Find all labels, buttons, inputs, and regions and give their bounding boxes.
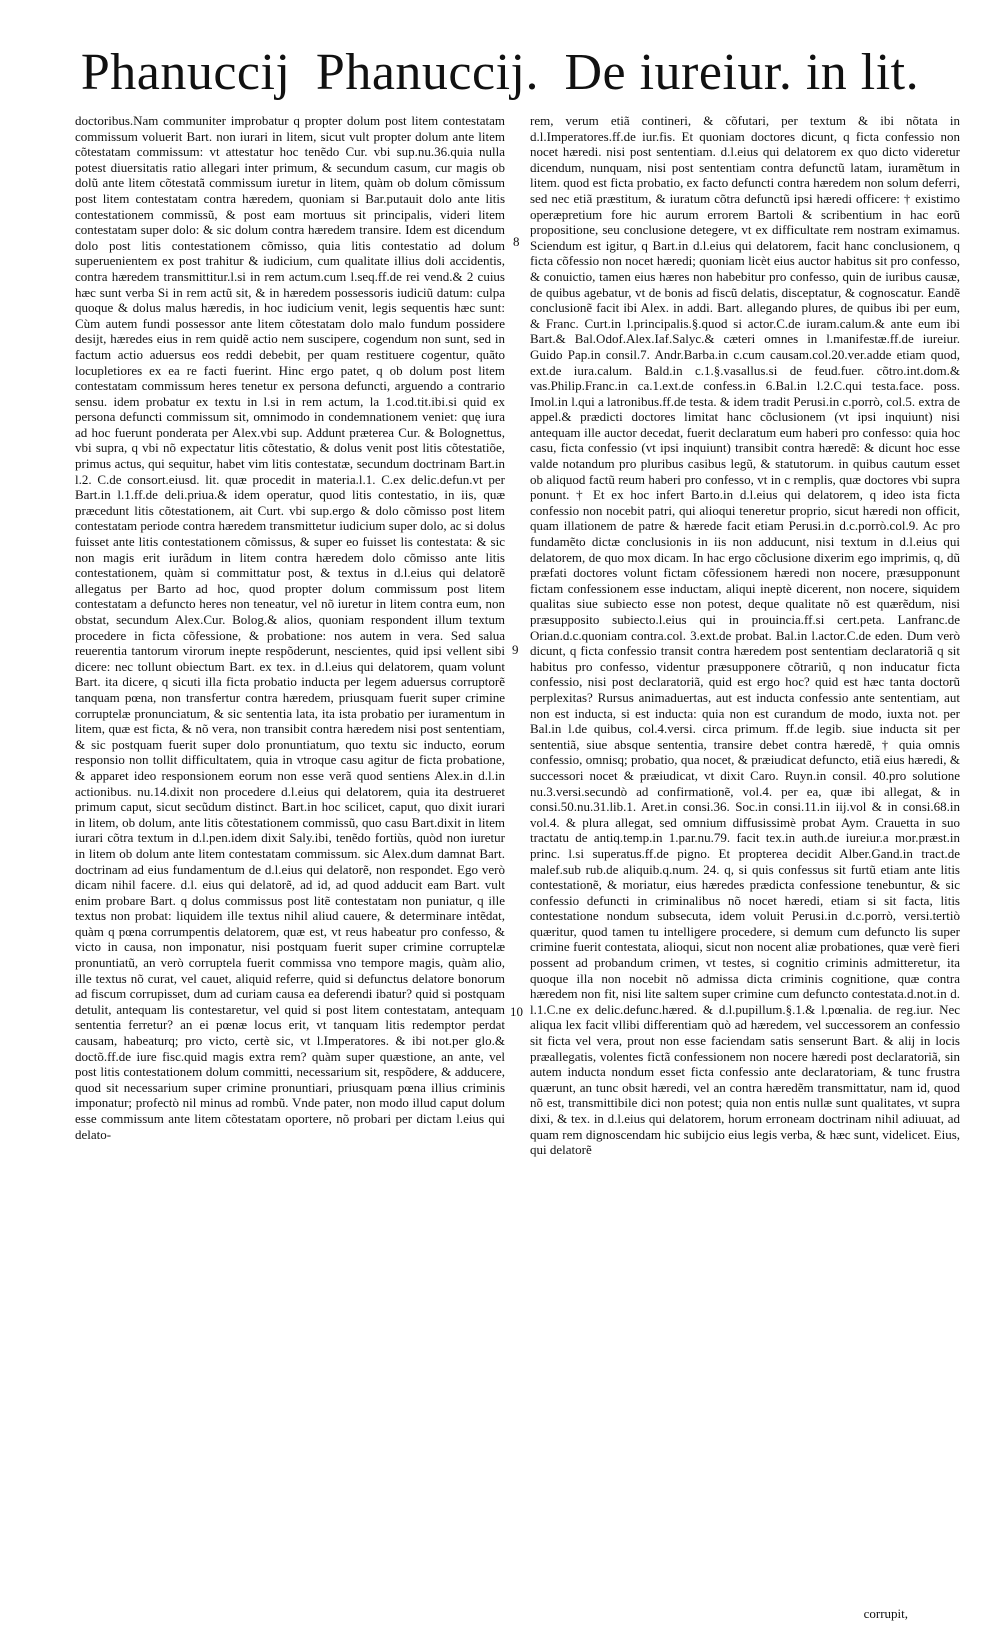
- left-column-text: doctoribus.Nam communiter improbatur q propter dolum post litem contestatam commissum voluerit Bart. non iurari in litem, sicut vult propter dolum ante litem cõtestatam commissum: vt attestatur hoc tenẽdo Cur. vbi sup.nu.36.quia nulla potest diuersitatis ratio allegari inter primum, & secundum casum, cur magis ob dolũ ante litem cõtestatã commissum iuretur in litem, quàm ob dolum cõmissum post litem contestatam contra hæredem, quoniam si Bar.putauit dolo ante litis contestationem commissũ, & post eam mortuus sit principalis, videri litem contestatam super dolo: & sic dolum contra hæredem transire. Idem est dicendum dolo post litis contestationem cõmisso, quia litis contestatio ad dolum superuenientem ex post trahitur & iudicium, cum qualitate illius doli accidentis, contra hæredem transmittitur.l.si in rem actum.cum l.seq.ff.de rei vend.& 2 cuius hæc sunt verba Si in rem actũ sit, & in hæredem possessoris iudiciũ datum: culpa quoque & dolus malus hæredis, in hoc iudicium venit, legis sequentis hæc sunt: Cùm autem fundi possessor ante litem cõtestatam dolo malo fundum possidere desijt, hæredes eius in rem quidẽ actio nem suscipere, cogendum non sunt, sed in factum actio aduersus eos reddi debebit, per quam restituere cogentur, quãto locupletiores ex ea re facti fuerint. Hinc ergo patet, q ob dolum post litem contestatam commissum heres tenetur ex persona defuncti, arguendo a contrario sensu. idem probatur ex textu in l.si in rem actum, la 1.cod.tit.ibi.si quid ex persona defuncti commissum sit, omnimodo in condemnationem veniet: quę iura ad hoc fuerunt ponderata per Alex.vbi sup. Addunt præterea Cur. & Bolognettus, vbi supra, q vbi nõ expectatur litis cõtestatio, & dolus venit post litis cõtestatiõe, primus actus, qui sequitur, habet vim litis contestatæ, secundum doctrinam Bart.in l.2. C.de consort.eiusd. lit. quæ procedit in materia.l.1. C.ex delic.defun.vt per Bart.in l.1.ff.de deli.priua.& idem operatur, quod litis contestatio, in iis, quæ præcedunt litis cõtestationem, ait Curt. vbi sup.ergo & dolo cõmisso post litem contestatam periode contra hæredem transmittetur iudicium super dolo, ac si dolus fuisset ante litis contestationem cõmissus, & super eo fuisset lis contestata: & sic non magis erit iurãdum in litem contra hæredem dolo cõmisso ante litis contestationem, quàm si committatur post, & textus in d.l.eius qui delatorẽ allegatus per Barto ad hoc, quod propter dolum commissum post litem contestatam a defuncto heres non teneatur, vel nõ iuretur in litem contra eum, non obstat, secundum Alex.Cur. Bolog.& alios, quoniam respondent illum textum procedere in ficta cõfessione, & probatione: nos autem in vera. Sed salua reuerentia tantorum virorum inepte respõderunt, nescientes, quid ipsi vellent sibi dicere: nec tollunt obiectum Bart. ex tex. in d.l.eius qui delatorem, quam volunt Bart. ita dicere, q sicuti illa ficta probatio inducta per legem aduersus corruptorẽ tanquam pœna, non transfertur contra hæredem, priusquam fuerit super crimine corruptelæ pronunciatum, & sic sententia lata, ita ista probatio per iuramentum in litem, quæ est ficta, & nõ vera, non transibit contra hæredem nisi post sententiam, & sic postquam fuerit super dolo pronuntiatum, quo textu sic inducto, eorum responsio non tollit difficultatem, quia in vtroque casu agitur de ficta probatione, & apparet ideo responsionem eorum non esse verã quod sentiens Alex.in d.l.in actionibus. nu.14.dixit non procedere d.l.eius qui delatorem, quia ita destrueret primum caput, sicut secũdum distinct. Bart.in hoc scilicet, caput, quo dixit iurari in litem, ob dolum, ante litis cõtestationem commissũ, quo casu Bart.dixit in litem iurari cõtra textum in d.l.pen.idem dixit Saly.ibi, tenẽdo fortiùs, quòd non iuretur in litem ob dolum ante litem contestatam commissum. sic Alex.dum damnat Bart. doctrinam ad eius fundamentum de d.l.eius qui delatorẽ, non respondet. Ego verò dicam nihil facere. d.l. eius qui delatorẽ, ad id, ad quod adducit eam Bart. vult enim probare Bart. q dolus commissus post litẽ contestatam non puniatur, q ille textus non probat: liquidem ille textus nihil aliud cauere, & determinare intẽdat, quàm q pœna corrumpentis delatorem, quæ est, vt reus habeatur pro confesso, & victo in causa, non imponatur, nisi postquam fuerit super crimine corruptelæ pronuntiatũ, an verò corruptela fuerit commissa vno tempore magis, quàm alio, ille textus nõ curat, vel cauet, aliquid referre, quid si defunctus delatore bonorum ad fiscum corrupisset, dum ad curiam causa ea deferendi ibatur? quid si postquam detulit, antequam lis contestaretur, vel quid si post litem contestatam, antequam sententia ferretur? an ei pœnæ locus erit, vt tanquam litis redemptor perdat causam, habeaturq; pro victo, certè sic, vt l.Imperatores. & ibi not.per glo.& doctõ.ff.de iure fisc.quid magis extra rem? quàm super quæstione, an ante, vel post litis contestationem dolum committi, necessarium sit, respõdere, & adducere, quod sit necessarium super crimine pronuntiari, priusquam pœna illius criminis imponatur; profectò nil minus ad rombũ. Vnde pater, non modo illud caput dolum esse commissum ante litem cõtestatam oportere, nõ probari per dictam l.eius qui delato-: [75, 113, 505, 1142]
- margin-number-8: 8: [513, 234, 520, 249]
- catchword: corrupit,: [863, 1606, 908, 1621]
- margin-number-9: 9: [512, 642, 519, 657]
- running-title-1: Phanuccij: [80, 44, 291, 101]
- running-title-3: De iureiur. in lit.: [564, 44, 920, 101]
- running-title-2: Phanuccij.: [315, 44, 539, 101]
- margin-number-10: 10: [510, 1004, 523, 1019]
- left-text-column: [75, 113, 505, 1630]
- right-text-column: [530, 113, 960, 1630]
- running-header: [0, 45, 1000, 101]
- right-column-text: rem, verum etiã contineri, & cõfutari, per textum & ibi nõtata in d.l.Imperatores.ff.de iur.fis. Et quoniam doctores dicunt, q ficta confessio non nocet hæredi. nisi post sententiam. d.l.eius qui delatorem ex quo dicto videretur dicendum, nunquam, nisi post sententiam contra defunctũ latam, iuramẽtum in litem. quod est ficta probatio, ex facto defuncti contra hæredem non solum deferri, sed nec etiã præstitum, & iuratum cõtra defunctũ ipsi hæredi officere: † existimo operæpretium fore hic aurum errorem Bartoli & scribentium in hac eorũ propositione, seu conclusione detegere, vt ex difficultate rem nostram eximamus. Sciendum est igitur, q Bart.in d.l.eius qui delatorem, facit hanc conclusionem, q ficta cõfessio non nocet hæredi; quoniam licèt eius auctor habitus sit pro confesso, & conuictio, tamen eius hæres non habebitur pro confesso, quin de iuribus causæ, de quibus agebatur, vt de bonis ad fiscũ delatis, disceptatur, & cognoscatur. Eandẽ conclusionẽ facit ibi Alex. in addi. Bart. allegando plures, de quibus ibi per eum, & Franc. Curt.in l.principalis.§.quod si actor.C.de iuram.calum.& ante eum ibi Bart.& Bal.Odof.Alex.Iaf.Salyc.& cæteri omnes in l.manifestæ.ff.de iureiur. Guido Pap.in consil.7. Andr.Barba.in c.cum causam.col.20.ver.adde etiam quod, ext.de iura.calum. Bald.in c.1.§.vasallus.si de feud.fuer. cõtro.int.dom.& vas.Philip.Franc.in ca.1.ext.de confess.in 6.Bal.in l.2.C.qui testa.face. poss. Imol.in l.qui a latronibus.ff.de testa. & idem tradit Perusi.in c.porrò, col.5. extra de appel.& prædicti doctores limitat hanc cõclusionem (vt ipsi inquiunt) nisi antequam ille auctor decedat, fuerit declaratum eum haberi pro confesso: quia hoc casu, ficta confessio (vt ipsi inquiunt) transibit contra hæredẽ: & dicunt hoc esse valde notandum pro pluribus casibus legũ, & statutorum. in quibus cautum esset ob aliquod factũ reum haberi pro confesso, vt in c remplis, quæ doctores vbi supra ponunt. † Et ex hoc infert Barto.in d.l.eius qui delatorem, q ideo ista ficta confessio non nocebit patri, qui alioqui teneretur proprio, sicut hæredi non officit, quam illationem de patre & hærede facit etiam Perusi.in d.c.porrò.col.9. Ac pro fundamẽto dictæ conclusionis in iis non adducunt, nisi textum in d.l.eius qui delatorem, de quo mox dicam. In hac ergo cõclusione dixerim ego imprimis, q, dũ præfati doctores volunt fictam cõfessionem hæredi non nocere, præsupponunt fictam confessionem esse inductam, aliqui ineptè dicerent, non nocere, siquidem qualitas siue subiecto esse non potest, deque qualitate nõ est quærẽdum, nisi præsupposito subiecto.l.eius qui in prouincia.ff.si cert.peta. Lanfranc.de Orian.d.c.quoniam contra.col. 3.ext.de probat. Bal.in l.actor.C.de eden. Dum verò dicunt, q ficta confessio transit contra hæredem post sententiam declaratoriã q sit habitus pro confesso, videntur præsupponere cõtrariũ, q non inducatur ficta confessio, nisi post declaratoriã, quid est ergo hoc? quid est hæc tanta doctorũ perplexitas? Rursus animaduertas, aut est inducta confessio ante sententiam, aut non est inducta, si est inducta: quia non est curandum de modo, iuxta not. per Bal.in l.de quibus, col.4.versi. circa primum. ff.de legib. siue inducta sit per sententiã, siue absque sententia, transire debet contra hæredẽ, † quia omnis confessio, omnisq; probatio, qua nocet, & præiudicat defuncto, etiã eius hæredi, & successori nocet & præiudicat, vt dixit Caro. Ruyn.in consil. 40.pro solutione nu.3.versi.secundò ad confirmationẽ, vol.4. per ea, quæ ibi allegat, & in consi.50.nu.31.lib.1. Aret.in consi.36. Soc.in consi.11.in iij.vol & in consi.68.in vol.4. & plura allegat, sed omnium diffusissimè probat Aym. Crauetta in suo tractatu de antiq.temp.in 1.par.nu.79. facit tex.in auth.de iureiur.a mor.præst.in princ. l.si superatus.ff.de pigno. Et propterea decidit Alber.Gand.in tract.de malef.sub rub.de aliquib.q.num. 24. q, si quis confessus sit furtũ etiam ante litis contestationẽ, & moriatur, eius hæredes prædicta confessione tenebuntur, & sic confessio defuncti in criminalibus nõ nocet hæredi, etiam si sit facta, litis contestatione nondum subsecuta, idem voluit Perusi.in d.c.porrò, versi.tertiò quæritur, quod tamen tu intelligere procedere, si demum cum defuncto lis super crimine fuerit contestata, alioqui, sicut non nocent aliæ probationes, quæ verè fieri possent ad probandum crimen, vt testes, si cognitio criminis admitteretur, ita quoque illa non nocebit nõ admissa dicta criminis cognitione, quæ contra hæredem non fit, nisi lite saltem super crimine cum defuncto contestata.d.not.in d. l.1.C.ne ex delic.defunc.hæred. & d.l.pupillum.§.1.& l.pœnalia. de reg.iur. Nec aliqua lex facit vllibi differentiam quò ad hæredem, vel successorem an confessio sit ficta vel vera, prout non esse faciendam satis senserunt Bart. & alij in locis præallegatis, volentes fictã confessionem non nocere hæredi post declaratoriã, sin autem inducta nondum esset ficta confessio ante declaratoriam, & tunc frustra quærunt, an tunc obsit hæredi, vel an contra hæredẽm transmittatur, nam id, quod nõ est, transmittibile dici non potest; quia non entis nullæ sunt qualitates, vt supra dixi, & tex. in d.l.eius qui delatorem, horum erroneam doctrinam nihil adiuuat, ad quam rem dignoscendam hic subijcio eius legis verba, & hæc sunt, videlicet. Eius, qui delatorẽ: [530, 113, 960, 1158]
